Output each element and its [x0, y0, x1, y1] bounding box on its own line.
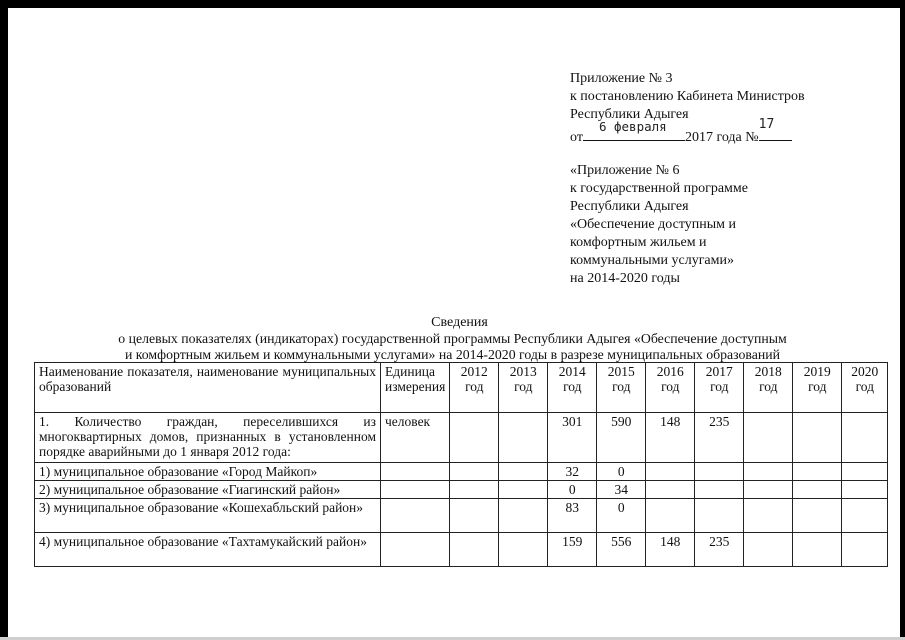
cell-2017 [695, 481, 744, 499]
header-year-2013: 2013 год [499, 363, 548, 413]
cell-2019 [793, 499, 842, 533]
date-handwritten: 6 февраля [598, 119, 667, 134]
row-unit [381, 463, 450, 481]
document-subtitle-line-1: о целевых показателях (индикаторах) государственной программы Республики Адыгея «Обеспечение доступным [118, 331, 787, 346]
program-ref-line-3: Республики Адыгея [570, 199, 689, 214]
appendix-republic: Республики Адыгея [570, 107, 689, 122]
document-title: Сведения [431, 315, 488, 330]
cell-2013 [499, 413, 548, 463]
program-ref-line-5: комфортным жильем и [570, 235, 707, 250]
cell-2017: 235 [695, 533, 744, 567]
header-unit: Единица измерения [381, 363, 450, 413]
table-header-row [35, 363, 888, 413]
program-ref-line-7: на 2014-2020 годы [570, 271, 680, 286]
cell-2015: 556 [597, 533, 646, 567]
cell-2015: 34 [597, 481, 646, 499]
row-name: 1) муниципальное образование «Город Майкоп» [35, 463, 381, 481]
table-row [35, 499, 888, 533]
document-subtitle-line-2: и комфортным жильем и коммунальными услугами» на 2014-2020 годы в разрезе муниципальных образований [124, 347, 781, 362]
cell-2013 [499, 481, 548, 499]
program-ref-line-6: коммунальными услугами» [570, 253, 735, 268]
cell-2012 [450, 463, 499, 481]
cell-2012 [450, 481, 499, 499]
appendix-title: Приложение № 3 [570, 71, 673, 86]
row-unit [381, 499, 450, 533]
cell-2016: 148 [646, 533, 695, 567]
cell-2012 [450, 413, 499, 463]
cell-2014: 83 [548, 499, 597, 533]
cell-2012 [450, 533, 499, 567]
cell-2014: 32 [548, 463, 597, 481]
header-year-2018: 2018 год [744, 363, 793, 413]
date-field [583, 119, 685, 141]
header-name: Наименование показателя, наименование муниципальных образований [35, 363, 381, 413]
cell-2016 [646, 463, 695, 481]
header-year-2014: 2014 год [548, 363, 597, 413]
scan-border-top [0, 0, 905, 8]
cell-2014: 301 [548, 413, 597, 463]
appendix-decree-ref: к постановлению Кабинета Министров [570, 89, 805, 104]
cell-2013 [499, 499, 548, 533]
row-unit [381, 533, 450, 567]
cell-2013 [499, 463, 548, 481]
cell-2020 [842, 499, 888, 533]
cell-2018 [744, 533, 793, 567]
cell-2020 [842, 481, 888, 499]
table-row [35, 413, 888, 463]
cell-2018 [744, 463, 793, 481]
cell-2019 [793, 463, 842, 481]
header-year-2012: 2012 год [450, 363, 499, 413]
cell-2018 [744, 481, 793, 499]
cell-2017: 235 [695, 413, 744, 463]
cell-2015: 0 [597, 463, 646, 481]
cell-2019 [793, 533, 842, 567]
table-row [35, 533, 888, 567]
cell-2017 [695, 499, 744, 533]
cell-2019 [793, 481, 842, 499]
cell-2012 [450, 499, 499, 533]
cell-2014: 0 [548, 481, 597, 499]
cell-2016 [646, 481, 695, 499]
cell-2016: 148 [646, 413, 695, 463]
cell-2020 [842, 463, 888, 481]
row-name: 1. Количество граждан, переселившихся из многоквартирных домов, признанных в установленном порядке аварийными до 1 января 2012 года: [35, 413, 381, 463]
cell-2020 [842, 533, 888, 567]
row-name: 4) муниципальное образование «Тахтамукайский район» [35, 533, 381, 567]
row-name: 2) муниципальное образование «Гиагинский район» [35, 481, 381, 499]
indicators-table [34, 362, 888, 567]
program-ref-line-4: «Обеспечение доступным и [570, 217, 736, 232]
cell-2018 [744, 413, 793, 463]
row-unit [381, 481, 450, 499]
cell-2013 [499, 533, 548, 567]
row-name: 3) муниципальное образование «Кошехабльский район» [35, 499, 381, 533]
date-prefix: от [570, 130, 583, 145]
header-year-2015: 2015 год [597, 363, 646, 413]
number-handwritten: 17 [758, 117, 775, 132]
table-row [35, 481, 888, 499]
cell-2020 [842, 413, 888, 463]
cell-2015: 0 [597, 499, 646, 533]
appendix-block [570, 70, 805, 147]
row-unit: человек [381, 413, 450, 463]
table-row [35, 463, 888, 481]
date-suffix: 2017 года № [684, 130, 759, 145]
header-year-2020: 2020 год [842, 363, 888, 413]
cell-2017 [695, 463, 744, 481]
cell-2019 [793, 413, 842, 463]
cell-2015: 590 [597, 413, 646, 463]
program-reference-block [570, 162, 748, 288]
header-year-2017: 2017 год [695, 363, 744, 413]
cell-2018 [744, 499, 793, 533]
number-field [758, 117, 792, 141]
cell-2014: 159 [548, 533, 597, 567]
cell-2016 [646, 499, 695, 533]
appendix-date-line [570, 117, 805, 147]
program-ref-line-2: к государственной программе [570, 181, 748, 196]
program-ref-line-1: «Приложение № 6 [570, 163, 680, 178]
header-year-2019: 2019 год [793, 363, 842, 413]
header-year-2016: 2016 год [646, 363, 695, 413]
